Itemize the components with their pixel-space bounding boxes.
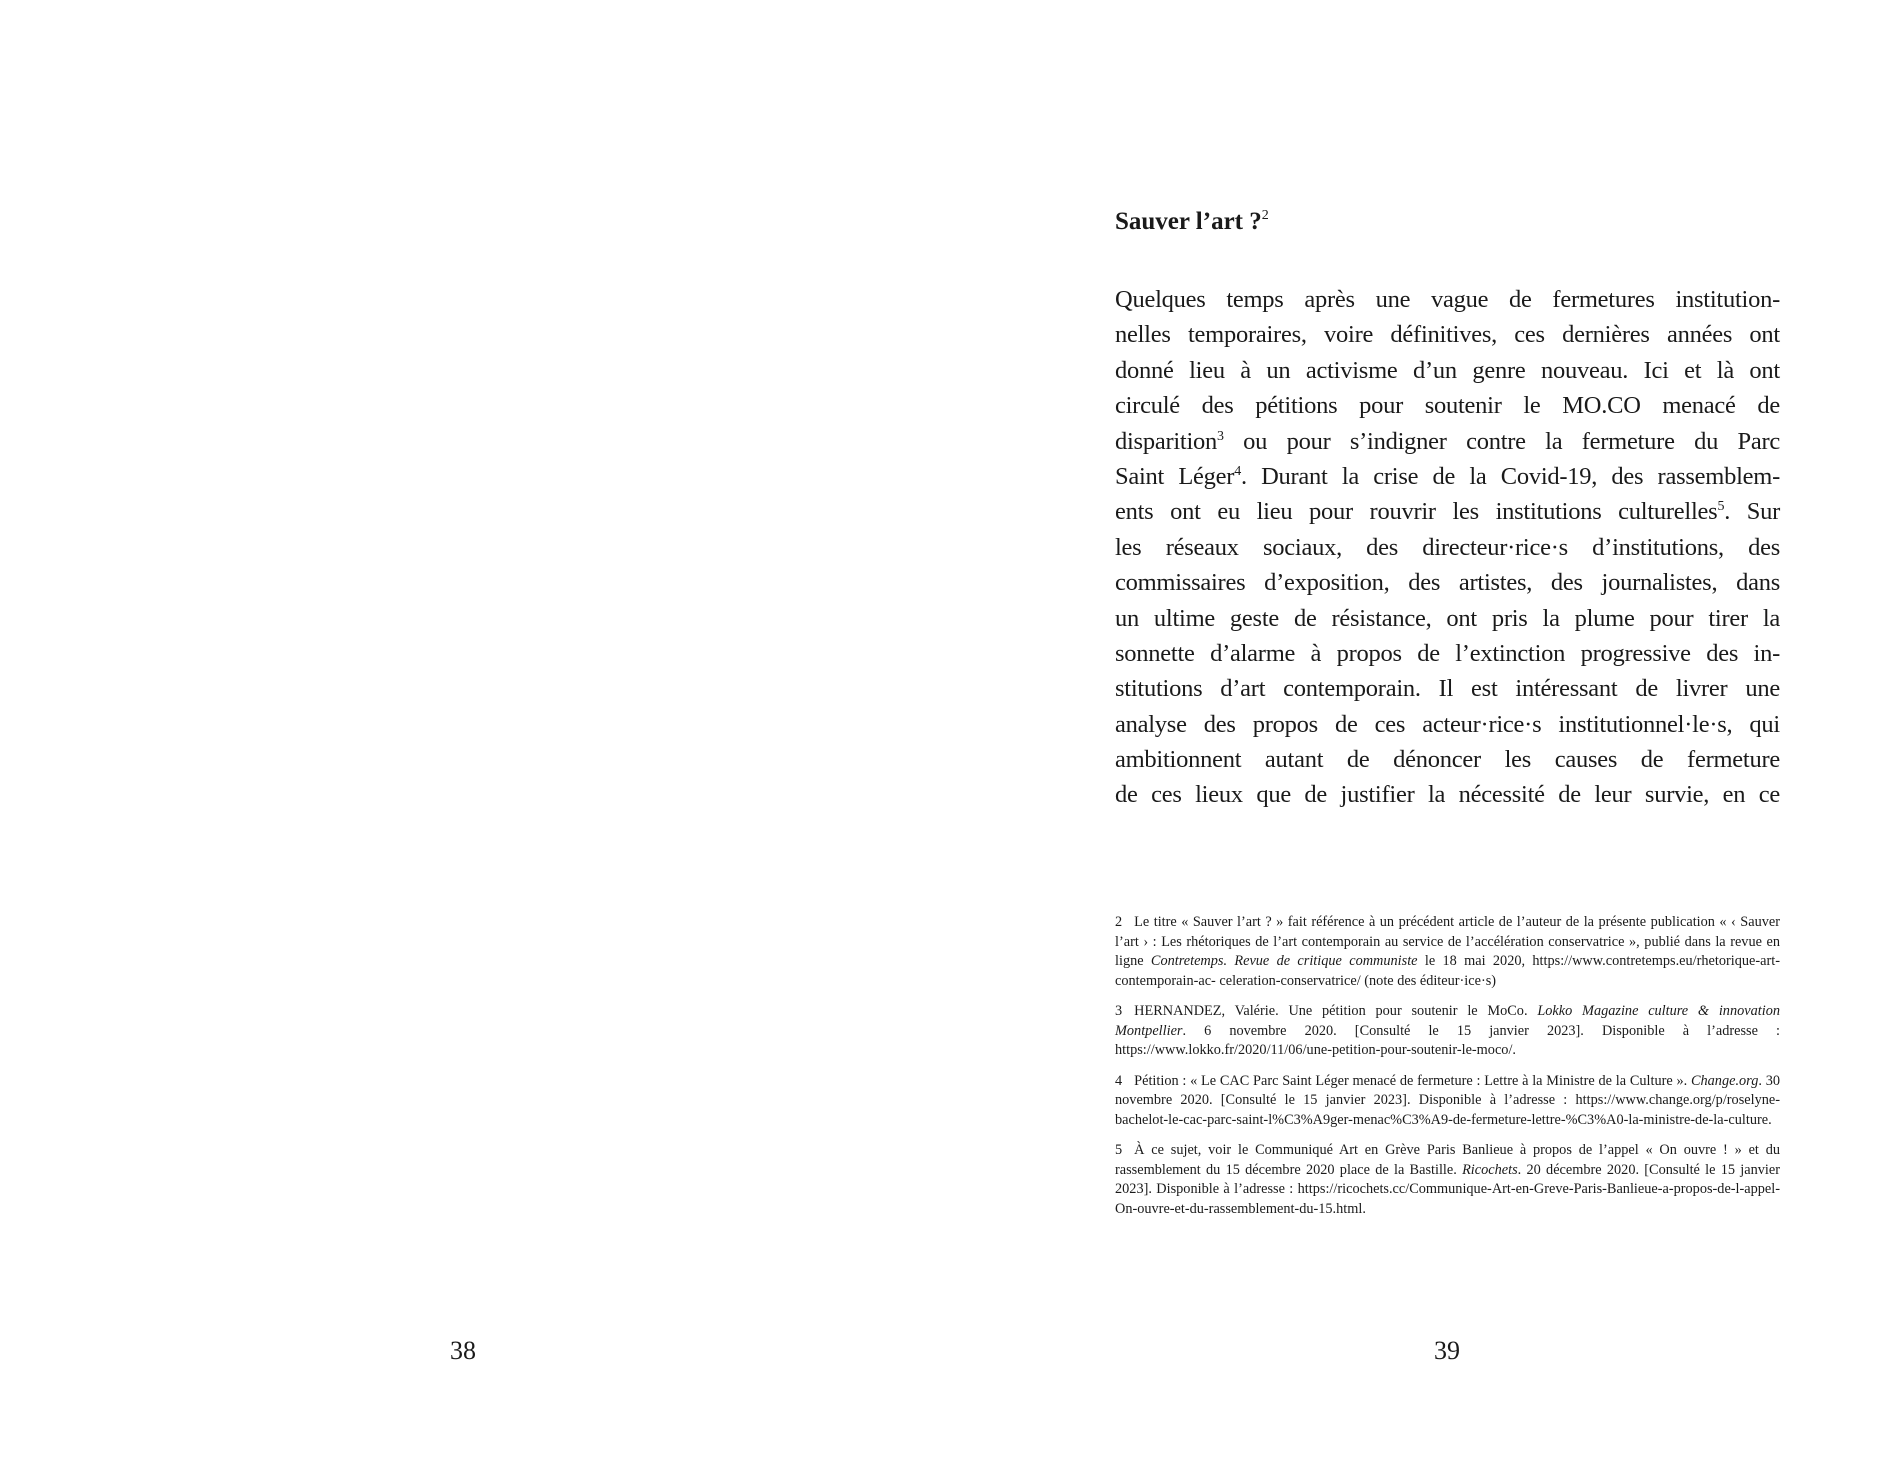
text-line: disparition$^3$ ou pour s’indigner contre la fermeture du Parc	[1115, 427, 1780, 455]
text-line: de ces lieux que de justifier la nécessité de leur survie, en ce	[1115, 781, 1780, 809]
footnote: 5 À ce sujet, voir le Communiqué Art en Grève Paris Banlieue à propos de l’appel « On ouvre ! » et du rassemblement du 15 décembre 2020 place de la Bastille. Ricochets. 20 décembre 2020. [Consulté le 15 janvier 2023]. Disponible à l’adresse : https://ricochets.cc/Communique-Art-en-Greve-Paris-Banlieue-a-propos-de-l-appel-On-ouvre-et-du-rassemblement-du-15.html.	[1115, 1142, 1780, 1217]
text-line: Quelques temps après une vague de fermetures institution-	[1115, 286, 1780, 313]
footnote-ref[interactable]: 2	[1261, 208, 1269, 223]
section-heading	[1115, 208, 1269, 236]
text-line: donné lieu à un activisme d’un genre nouveau. Ici et là ont	[1115, 356, 1780, 384]
footnote-ref[interactable]: 4	[1234, 463, 1241, 479]
text-line: ents ont eu lieu pour rouvrir les institutions culturelles$^5$. Sur	[1115, 498, 1780, 526]
text-line: stitutions d’art contemporain. Il est intéressant de livrer une	[1115, 675, 1780, 703]
footnote-ref[interactable]: 3	[1217, 428, 1224, 444]
footnote: 2 Le titre « Sauver l’art ? » fait référence à un précédent article de l’auteur de la présente publication « ‹ Sauver l’art › : Les rhétoriques de l’art contemporain au service de l’accélération conservatrice », publié dans la revue en ligne Contretemps. Revue de critique communiste le 18 mai 2020, https://www.contretemps.eu/rhetorique-art-contemporain-ac- celeration-conservatrice/ (note des éditeur·ice·s)	[1115, 914, 1780, 989]
text-line: ambitionnent autant de dénoncer les causes de fermeture	[1115, 746, 1780, 774]
text-line: sonnette d’alarme à propos de l’extinction progressive des in-	[1115, 639, 1780, 667]
page-number-right: 39	[1434, 1336, 1460, 1365]
footnotes	[1115, 913, 1780, 1230]
footnote: 3 HERNANDEZ, Valérie. Une pétition pour soutenir le MoCo. Lokko Magazine culture & innovation Montpellier. 6 novembre 2020. [Consulté le 15 janvier 2023]. Disponible à l’adresse : https://www.lokko.fr/2020/11/06/une-petition-pour-soutenir-le-moco/.	[1115, 1003, 1780, 1058]
text-line: commissaires d’exposition, des artistes, des journalistes, dans	[1115, 569, 1780, 597]
text-line: circulé des pétitions pour soutenir le MO.CO menacé de	[1115, 392, 1780, 420]
body-text	[1115, 282, 1780, 813]
text-line: un ultime geste de résistance, ont pris la plume pour tirer la	[1115, 604, 1780, 632]
text-line: analyse des propos de ces acteur·rice·s institutionnel·le·s, qui	[1115, 710, 1780, 738]
footnote: 4 Pétition : « Le CAC Parc Saint Léger menacé de fermeture : Lettre à la Ministre de la Culture ». Change.org. 30 novembre 2020. [Consulté le 15 janvier 2023]. Disponible à l’adresse : https://www.change.org/p/roselyne-bachelot-le-cac-parc-saint-l%C3%A9ger-menac%C3%A9-de-fermeture-lettre-%C3%A0-la-ministre-de-la-culture.	[1115, 1072, 1780, 1128]
heading-text: Sauver l’art ?	[1115, 208, 1262, 235]
page-number-left: 38	[450, 1336, 476, 1365]
text-line: nelles temporaires, voire définitives, ces dernières années ont	[1115, 321, 1780, 349]
text-line: les réseaux sociaux, des directeur·rice·s d’institutions, des	[1115, 533, 1780, 561]
footnote-ref[interactable]: 5	[1717, 499, 1725, 515]
text-line: Saint Léger$^4$. Durant la crise de la Covid-19, des rassemblem-	[1115, 462, 1780, 490]
